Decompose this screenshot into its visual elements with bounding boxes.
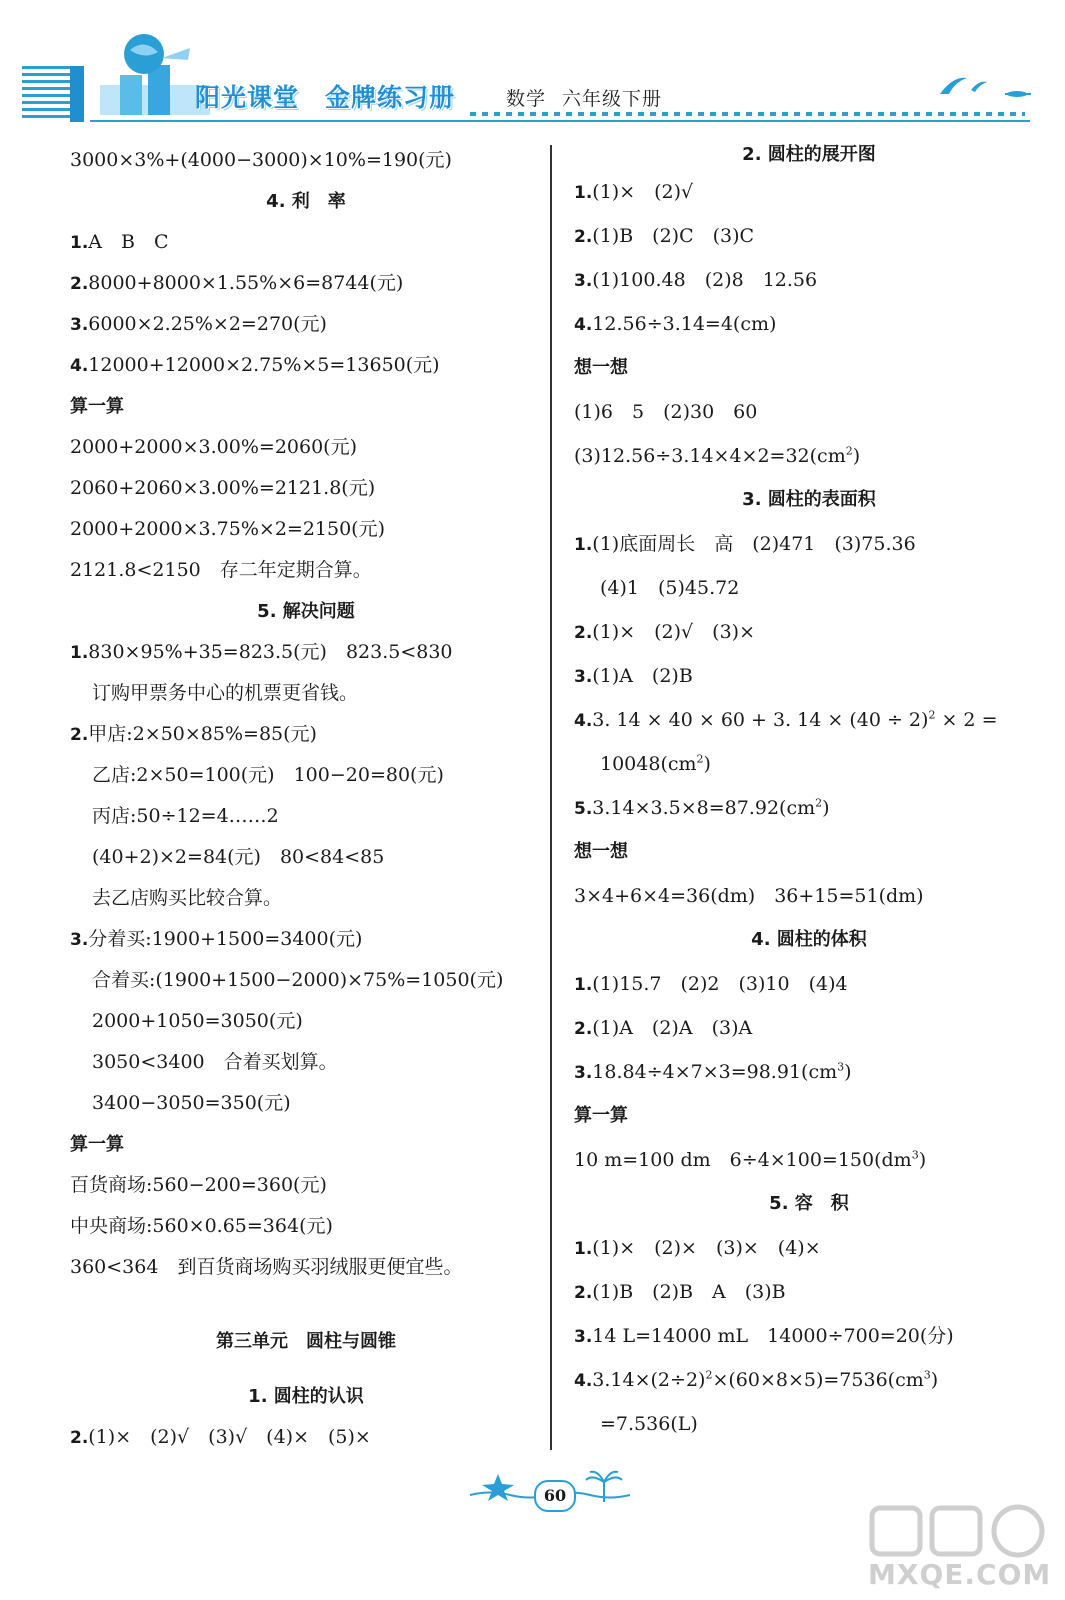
item-number: 3. (574, 271, 593, 291)
answer-line: 360<364 到百货商场购买羽绒服更便宜些。 (70, 1256, 463, 1278)
section-title-solve: 5. 解决问题 (257, 601, 355, 622)
answer-text: (1)× (2)√ (3)√ (4)× (5)× (88, 1426, 371, 1448)
palm-tree-icon (584, 1470, 624, 1504)
superscript: 2 (696, 752, 704, 766)
answer-line (574, 434, 1044, 478)
answer-line (574, 1006, 1044, 1050)
answer-text: 6000×2.25%×2=270(元) (88, 313, 327, 335)
item-number: 4. (574, 1371, 593, 1391)
answer-line: 2000+2000×3.00%=2060(元) (70, 436, 358, 458)
item-number: 1. (574, 535, 593, 555)
answer-text: 10048(cm (600, 753, 697, 775)
item-number: 3. (70, 930, 89, 950)
item-number: 4. (70, 356, 89, 376)
answer-line (574, 1314, 1044, 1358)
item-number: 5. (574, 799, 593, 819)
brand-name-2: 金牌练习册 (325, 83, 456, 112)
answer-line (70, 263, 542, 304)
item-number: 2. (70, 725, 89, 745)
answer-line: 丙店:50÷12=4……2 (92, 805, 279, 827)
answer-text: (1)× (2)√ (592, 181, 694, 203)
answer-text: 3.14×(2÷2) (592, 1369, 706, 1391)
section-title-unfold: 2. 圆柱的展开图 (742, 144, 876, 165)
answer-text: (1)A (2)A (3)A (592, 1017, 753, 1039)
answer-line (70, 304, 542, 345)
subsection-title: 算一算 (70, 396, 124, 417)
answer-text: 830×95%+35=823.5(元) 823.5<830 (88, 641, 453, 663)
brand-title (195, 78, 455, 114)
item-number: 2. (70, 274, 89, 294)
answer-text: 12.56÷3.14=4(cm) (592, 313, 777, 335)
item-number: 2. (574, 227, 593, 247)
answer-line (574, 698, 1044, 742)
answer-text: A B C (88, 231, 169, 253)
item-number: 2. (574, 1283, 593, 1303)
answer-line (574, 1358, 1044, 1402)
left-column (70, 140, 542, 1458)
page-header (0, 0, 1065, 140)
answer-line: 3400−3050=350(元) (92, 1092, 291, 1114)
answer-line: 去乙店购买比较合算。 (92, 887, 283, 909)
answer-line: 3×4+6×4=36(dm) 36+15=51(dm) (574, 885, 924, 907)
section-title-capacity: 5. 容 积 (769, 1193, 849, 1214)
answer-text: ) (918, 1149, 927, 1171)
answer-line (574, 1270, 1044, 1314)
unit-title: 第三单元 圆柱与圆锥 (216, 1331, 396, 1352)
answer-text: (1)A (2)B (592, 665, 693, 687)
item-number: 2. (70, 1428, 89, 1448)
subsection-title: 想一想 (574, 841, 628, 862)
answer-line (574, 962, 1044, 1006)
page-footer (470, 1470, 630, 1520)
answer-line (574, 1138, 1044, 1182)
brand-name-1: 阳光课堂 (195, 83, 300, 112)
answer-text: (1)× (2)√ (3)× (592, 621, 755, 643)
answer-text: (1)B (2)C (3)C (592, 225, 755, 247)
answer-text: 3.14×3.5×8=87.92(cm (592, 797, 816, 819)
watermark-logo-icon (868, 1500, 1058, 1560)
answer-line: 2121.8<2150 存二年定期合算。 (70, 559, 372, 581)
answer-line (574, 258, 1044, 302)
answer-line (574, 302, 1044, 346)
globe-trophy-icon (100, 30, 210, 120)
superscript: 2 (928, 708, 936, 722)
subsection-title: 算一算 (70, 1134, 124, 1155)
answer-text: 3. 14 × 40 × 60 + 3. 14 × (40 ÷ 2) (592, 709, 929, 731)
superscript: 3 (911, 1148, 919, 1162)
item-number: 3. (574, 667, 593, 687)
answer-text: 18.84÷4×7×3=98.91(cm (592, 1061, 838, 1083)
answer-text: 10 m=100 dm 6÷4×100=150(dm (574, 1149, 912, 1171)
item-number: 2. (574, 623, 593, 643)
answer-text: ) (822, 797, 830, 819)
subject-label: 数学 (506, 88, 547, 110)
answer-line (70, 714, 542, 755)
watermark (868, 1500, 1058, 1595)
watermark-text: MXQE.COM (868, 1558, 1052, 1591)
answer-line (574, 786, 1044, 830)
answer-line (70, 1417, 542, 1458)
answer-line (70, 632, 542, 673)
answer-line: 3050<3400 合着买划算。 (92, 1051, 338, 1073)
header-dotted-rule (470, 112, 1025, 116)
section-title-surface: 3. 圆柱的表面积 (742, 489, 876, 510)
answer-text: (1)B (2)B A (3)B (592, 1281, 786, 1303)
answer-line (574, 522, 1044, 566)
answer-line (70, 919, 542, 960)
answer-text: (1)底面周长 高 (2)471 (3)75.36 (592, 533, 916, 555)
answer-text: (3)12.56÷3.14×4×2=32(cm (574, 445, 846, 467)
answer-line: 合着买:(1900+1500−2000)×75%=1050(元) (92, 969, 504, 991)
item-number: 3. (70, 315, 89, 335)
right-column (574, 140, 1044, 1446)
answer-text: ) (703, 753, 711, 775)
superscript: 3 (837, 1060, 845, 1074)
superscript: 2 (705, 1368, 713, 1382)
item-number: 2. (574, 1019, 593, 1039)
grade-label: 六年级下册 (562, 88, 663, 110)
section-title-cylinder-intro: 1. 圆柱的认识 (248, 1386, 364, 1407)
birds-icon (935, 66, 1035, 106)
answer-text: 甲店:2×50×85%=85(元) (88, 723, 317, 745)
superscript: 2 (845, 444, 853, 458)
answer-text: ) (844, 1061, 852, 1083)
answer-line: (1)6 5 (2)30 60 (574, 401, 758, 423)
answer-text: (1)100.48 (2)8 12.56 (592, 269, 818, 291)
answer-text: 8000+8000×1.55%×6=8744(元) (88, 272, 404, 294)
answer-text: (1)× (2)× (3)× (4)× (592, 1237, 821, 1259)
header-blue-bar (70, 66, 84, 122)
answer-text: × 2 = (935, 709, 998, 731)
answer-line: 2000+2000×3.75%×2=2150(元) (70, 518, 386, 540)
starfish-icon (478, 1472, 518, 1502)
answer-line (574, 610, 1044, 654)
item-number: 1. (574, 1239, 593, 1259)
subsection-title: 算一算 (574, 1105, 628, 1126)
answer-line: 中央商场:560×0.65=364(元) (70, 1215, 333, 1237)
answer-text: ×(60×8×5)=7536(cm (712, 1369, 924, 1391)
answer-line: (4)1 (5)45.72 (600, 577, 740, 599)
answer-line (574, 1226, 1044, 1270)
answer-line (70, 345, 542, 386)
answer-text: 分着买:1900+1500=3400(元) (88, 928, 363, 950)
superscript: 3 (923, 1368, 931, 1382)
item-number: 1. (70, 233, 89, 253)
answer-line: 乙店:2×50=100(元) 100−20=80(元) (92, 764, 444, 786)
item-number: 3. (574, 1063, 593, 1083)
answer-text: 14 L=14000 mL 14000÷700=20(分) (592, 1325, 954, 1347)
answer-text: ) (930, 1369, 939, 1391)
item-number: 1. (70, 643, 89, 663)
header-rule (90, 120, 1030, 122)
page-number: 60 (534, 1480, 576, 1512)
answer-line: =7.536(L) (600, 1413, 698, 1435)
answer-line (574, 654, 1044, 698)
answer-line: 2000+1050=3050(元) (92, 1010, 303, 1032)
item-number: 1. (574, 975, 593, 995)
answer-line (70, 222, 542, 263)
section-title-volume: 4. 圆柱的体积 (751, 929, 867, 950)
book-title (506, 84, 662, 111)
answer-text: ) (852, 445, 861, 467)
subsection-title: 想一想 (574, 357, 628, 378)
section-title-interest: 4. 利 率 (266, 191, 346, 212)
answer-line (574, 214, 1044, 258)
answer-line (574, 1050, 1044, 1094)
answer-line (574, 170, 1044, 214)
answer-line: 订购甲票务中心的机票更省钱。 (92, 682, 359, 704)
column-divider (550, 145, 552, 1450)
item-number: 3. (574, 1327, 593, 1347)
answer-text: 12000+12000×2.75%×5=13650(元) (88, 354, 440, 376)
answer-text: (1)15.7 (2)2 (3)10 (4)4 (592, 973, 848, 995)
item-number: 1. (574, 183, 593, 203)
answer-line: 2060+2060×3.00%=2121.8(元) (70, 477, 376, 499)
item-number: 4. (574, 711, 593, 731)
answer-line (574, 742, 1044, 786)
superscript: 2 (815, 796, 823, 810)
answer-line: (40+2)×2=84(元) 80<84<85 (92, 846, 385, 868)
item-number: 4. (574, 315, 593, 335)
answer-line: 3000×3%+(4000−3000)×10%=190(元) (70, 149, 452, 171)
answer-line: 百货商场:560−200=360(元) (70, 1174, 327, 1196)
